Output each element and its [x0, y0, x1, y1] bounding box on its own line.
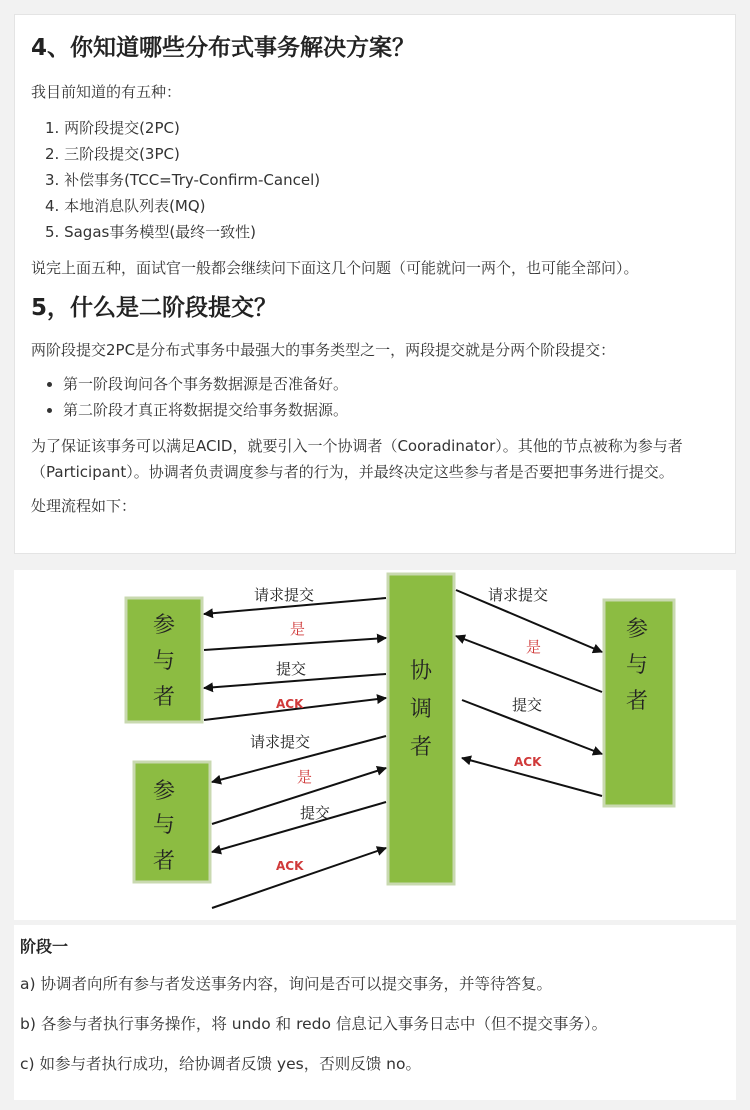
list-item: 3. 补偿事务(TCC=Try-Confirm-Cancel)	[45, 171, 321, 189]
ack-label: ACK	[514, 755, 542, 769]
article-card	[14, 14, 736, 554]
phase-one-step: c) 如参与者执行成功，给协调者反馈 yes，否则反馈 no。	[20, 1055, 421, 1073]
node-char: 协	[409, 659, 433, 684]
commit-label: 提交	[276, 660, 307, 678]
commit-label: 提交	[512, 696, 543, 714]
node-char: 者	[625, 689, 649, 714]
request-label: 请求提交	[488, 586, 549, 604]
node-char: 者	[152, 685, 176, 710]
phase-one-section	[14, 925, 736, 1100]
list-item: 1. 两阶段提交(2PC)	[45, 119, 180, 137]
yes-label: 是	[297, 768, 313, 786]
node-char: 者	[152, 849, 176, 874]
section5-heading: 5，什么是二阶段提交？	[31, 295, 278, 321]
ack-label: ACK	[276, 859, 304, 873]
yes-label: 是	[290, 620, 306, 638]
request-label: 请求提交	[254, 586, 315, 604]
ack-arrow	[212, 848, 386, 908]
list-item: 5. Sagas事务模型(最终一致性)	[45, 223, 257, 241]
phase-one-step: a) 协调者向所有参与者发送事务内容，询问是否可以提交事务，并等待答复。	[20, 975, 552, 993]
commit-arrow	[212, 802, 386, 852]
section4-outro: 说完上面五种，面试官一般都会继续问下面这几个问题（可能就问一两个，也可能全部问）。	[31, 259, 639, 277]
node-char: 与	[625, 653, 649, 678]
ack-label: ACK	[276, 697, 304, 711]
list-item: • 第二阶段才真正将数据提交给事务数据源。	[63, 397, 719, 423]
node-char: 参	[152, 779, 176, 804]
node-char: 与	[152, 649, 176, 674]
phase-one-title: 阶段一	[20, 937, 69, 956]
node-char: 与	[152, 813, 176, 838]
list-item: 4. 本地消息队列表(MQ)	[45, 197, 206, 215]
section5-flow-label: 处理流程如下：	[31, 497, 137, 515]
list-item: 2. 三阶段提交(3PC)	[45, 145, 180, 163]
node-char: 者	[409, 735, 433, 760]
phase-one-step: b) 各参与者执行事务操作，将 undo 和 redo 信息记入事务日志中（但不提交事务）。	[20, 1015, 608, 1033]
section5-intro: 两阶段提交2PC是分布式事务中最强大的事务类型之一，两段提交就是分两个阶段提交：	[31, 341, 616, 359]
section4-heading: 4、你知道哪些分布式事务解决方案？	[31, 35, 416, 61]
phases-list	[31, 371, 719, 423]
node-char: 调	[409, 697, 433, 722]
yes-label: 是	[526, 638, 542, 656]
commit-label: 提交	[300, 804, 331, 822]
request-label: 请求提交	[250, 733, 311, 751]
two-phase-commit-diagram	[14, 570, 736, 920]
node-char: 参	[625, 617, 649, 642]
node-char: 参	[152, 613, 176, 638]
diagram-svg	[14, 570, 736, 920]
section4-intro: 我目前知道的有五种：	[31, 83, 182, 101]
yes-arrow	[204, 638, 386, 650]
list-item: • 第一阶段询问各个事务数据源是否准备好。	[63, 371, 719, 397]
section5-paragraph: 为了保证该事务可以满足ACID，就要引入一个协调者（Cooradinator）。其他的节点被称为参与者（Participant）。协调者负责调度参与者的行为，并最终决定这些参与者是否要把事务进行提交。	[31, 437, 683, 481]
solutions-list	[31, 115, 719, 245]
coordinator-node	[388, 574, 454, 884]
